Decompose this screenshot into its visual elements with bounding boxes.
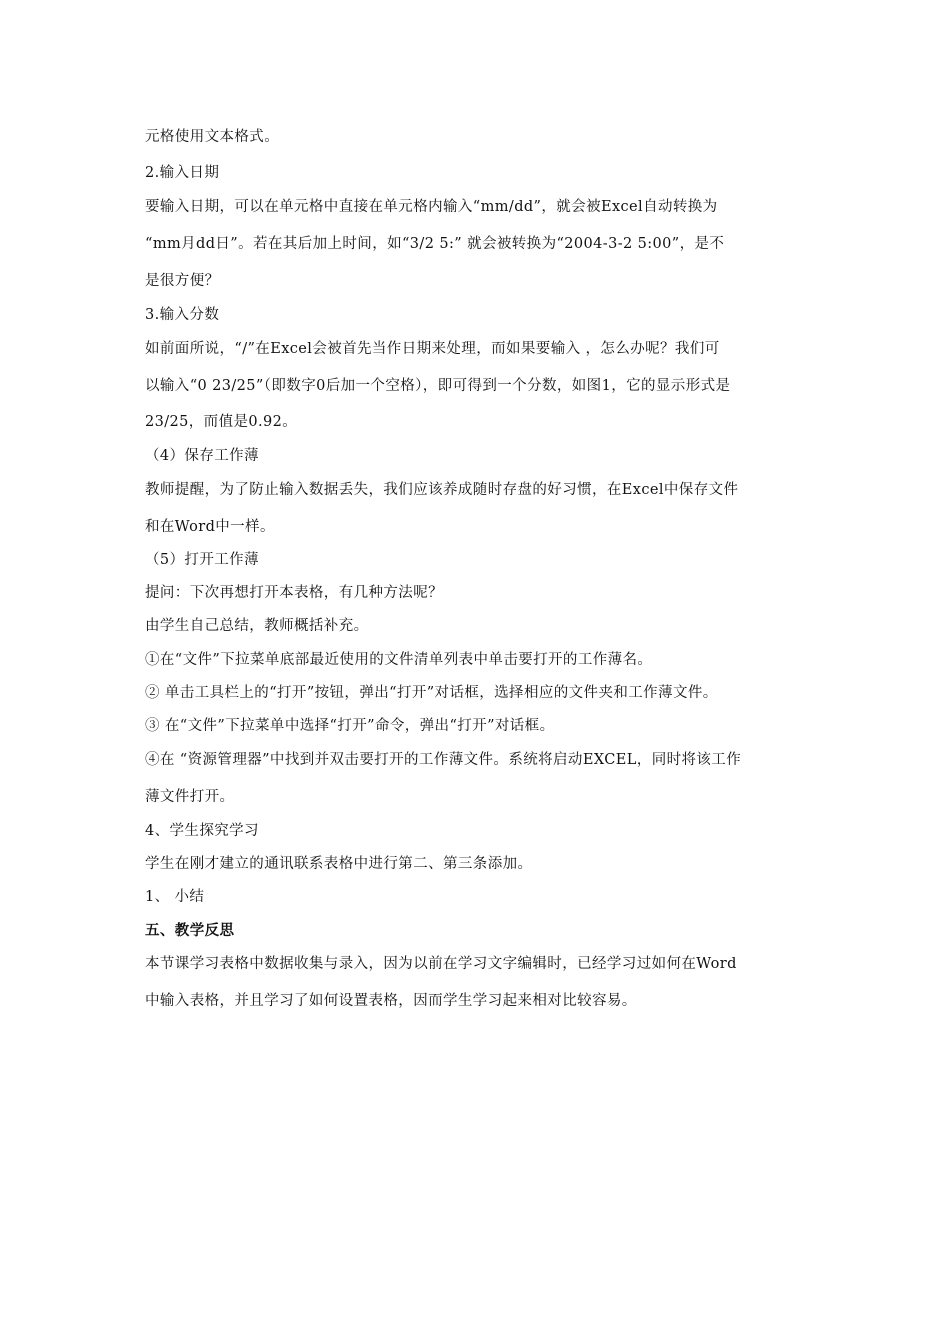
body-text-line: 要输入日期，可以在单元格中直接在单元格内输入“mm/dd”，就会被Excel自动转换为 [145,199,718,215]
body-text-line: 学生在刚才建立的通讯联系表格中进行第二、第三条添加。 [145,856,533,872]
body-text-line: 是很方便？ [145,273,220,289]
section-heading: （4）保存工作薄 [145,448,259,464]
list-item: ② 单击工具栏上的“打开”按钮，弹出“打开”对话框，选择相应的文件夹和工作薄文件。 [145,685,718,701]
section-heading: 2.输入日期 [145,165,220,181]
list-item: ④在 “资源管理器”中找到并双击要打开的工作薄文件。系统将启动EXCEL，同时将该工作 [145,752,742,768]
section-heading: 1、 小结 [145,889,205,905]
body-text-line: 如前面所说，“/”在Excel会被首先当作日期来处理，而如果要输入 ，怎么办呢？我们可 [145,341,720,357]
body-text-line: 本节课学习表格中数据收集与录入，因为以前在学习文字编辑时，已经学习过如何在Word [145,956,737,972]
body-text-line: 和在Word中一样。 [145,519,275,535]
body-text-line: 薄文件打开。 [145,789,235,805]
body-text-line: 以输入“0 23/25”（即数字0后加一个空格），即可得到一个分数，如图1，它的显示形式是 [145,378,731,394]
body-text-line: “mm月dd日”。若在其后加上时间，如“3/2 5:” 就会被转换为“2004-3-2 5:00”，是不 [145,236,725,252]
section-heading: （5）打开工作薄 [145,552,259,568]
body-text-line: 中输入表格，并且学习了如何设置表格，因而学生学习起来相对比较容易。 [145,993,637,1009]
body-text-line: 由学生自己总结，教师概括补充。 [145,618,369,634]
list-item: ③ 在“文件”下拉菜单中选择“打开”命令，弹出“打开”对话框。 [145,718,555,734]
body-text-line: 元格使用文本格式。 [145,129,280,145]
body-text-line: 23/25，而值是0.92。 [145,414,298,430]
list-item: ①在“文件”下拉菜单底部最近使用的文件清单列表中单击要打开的工作薄名。 [145,652,653,668]
chapter-heading: 五、教学反思 [145,922,235,939]
section-heading: 3.输入分数 [145,307,220,323]
section-heading: 4、学生探究学习 [145,823,259,839]
body-text-line: 提问：下次再想打开本表格，有几种方法呢？ [145,585,443,601]
body-text-line: 教师提醒，为了防止输入数据丢失，我们应该养成随时存盘的好习惯，在Excel中保存文件 [145,482,739,498]
